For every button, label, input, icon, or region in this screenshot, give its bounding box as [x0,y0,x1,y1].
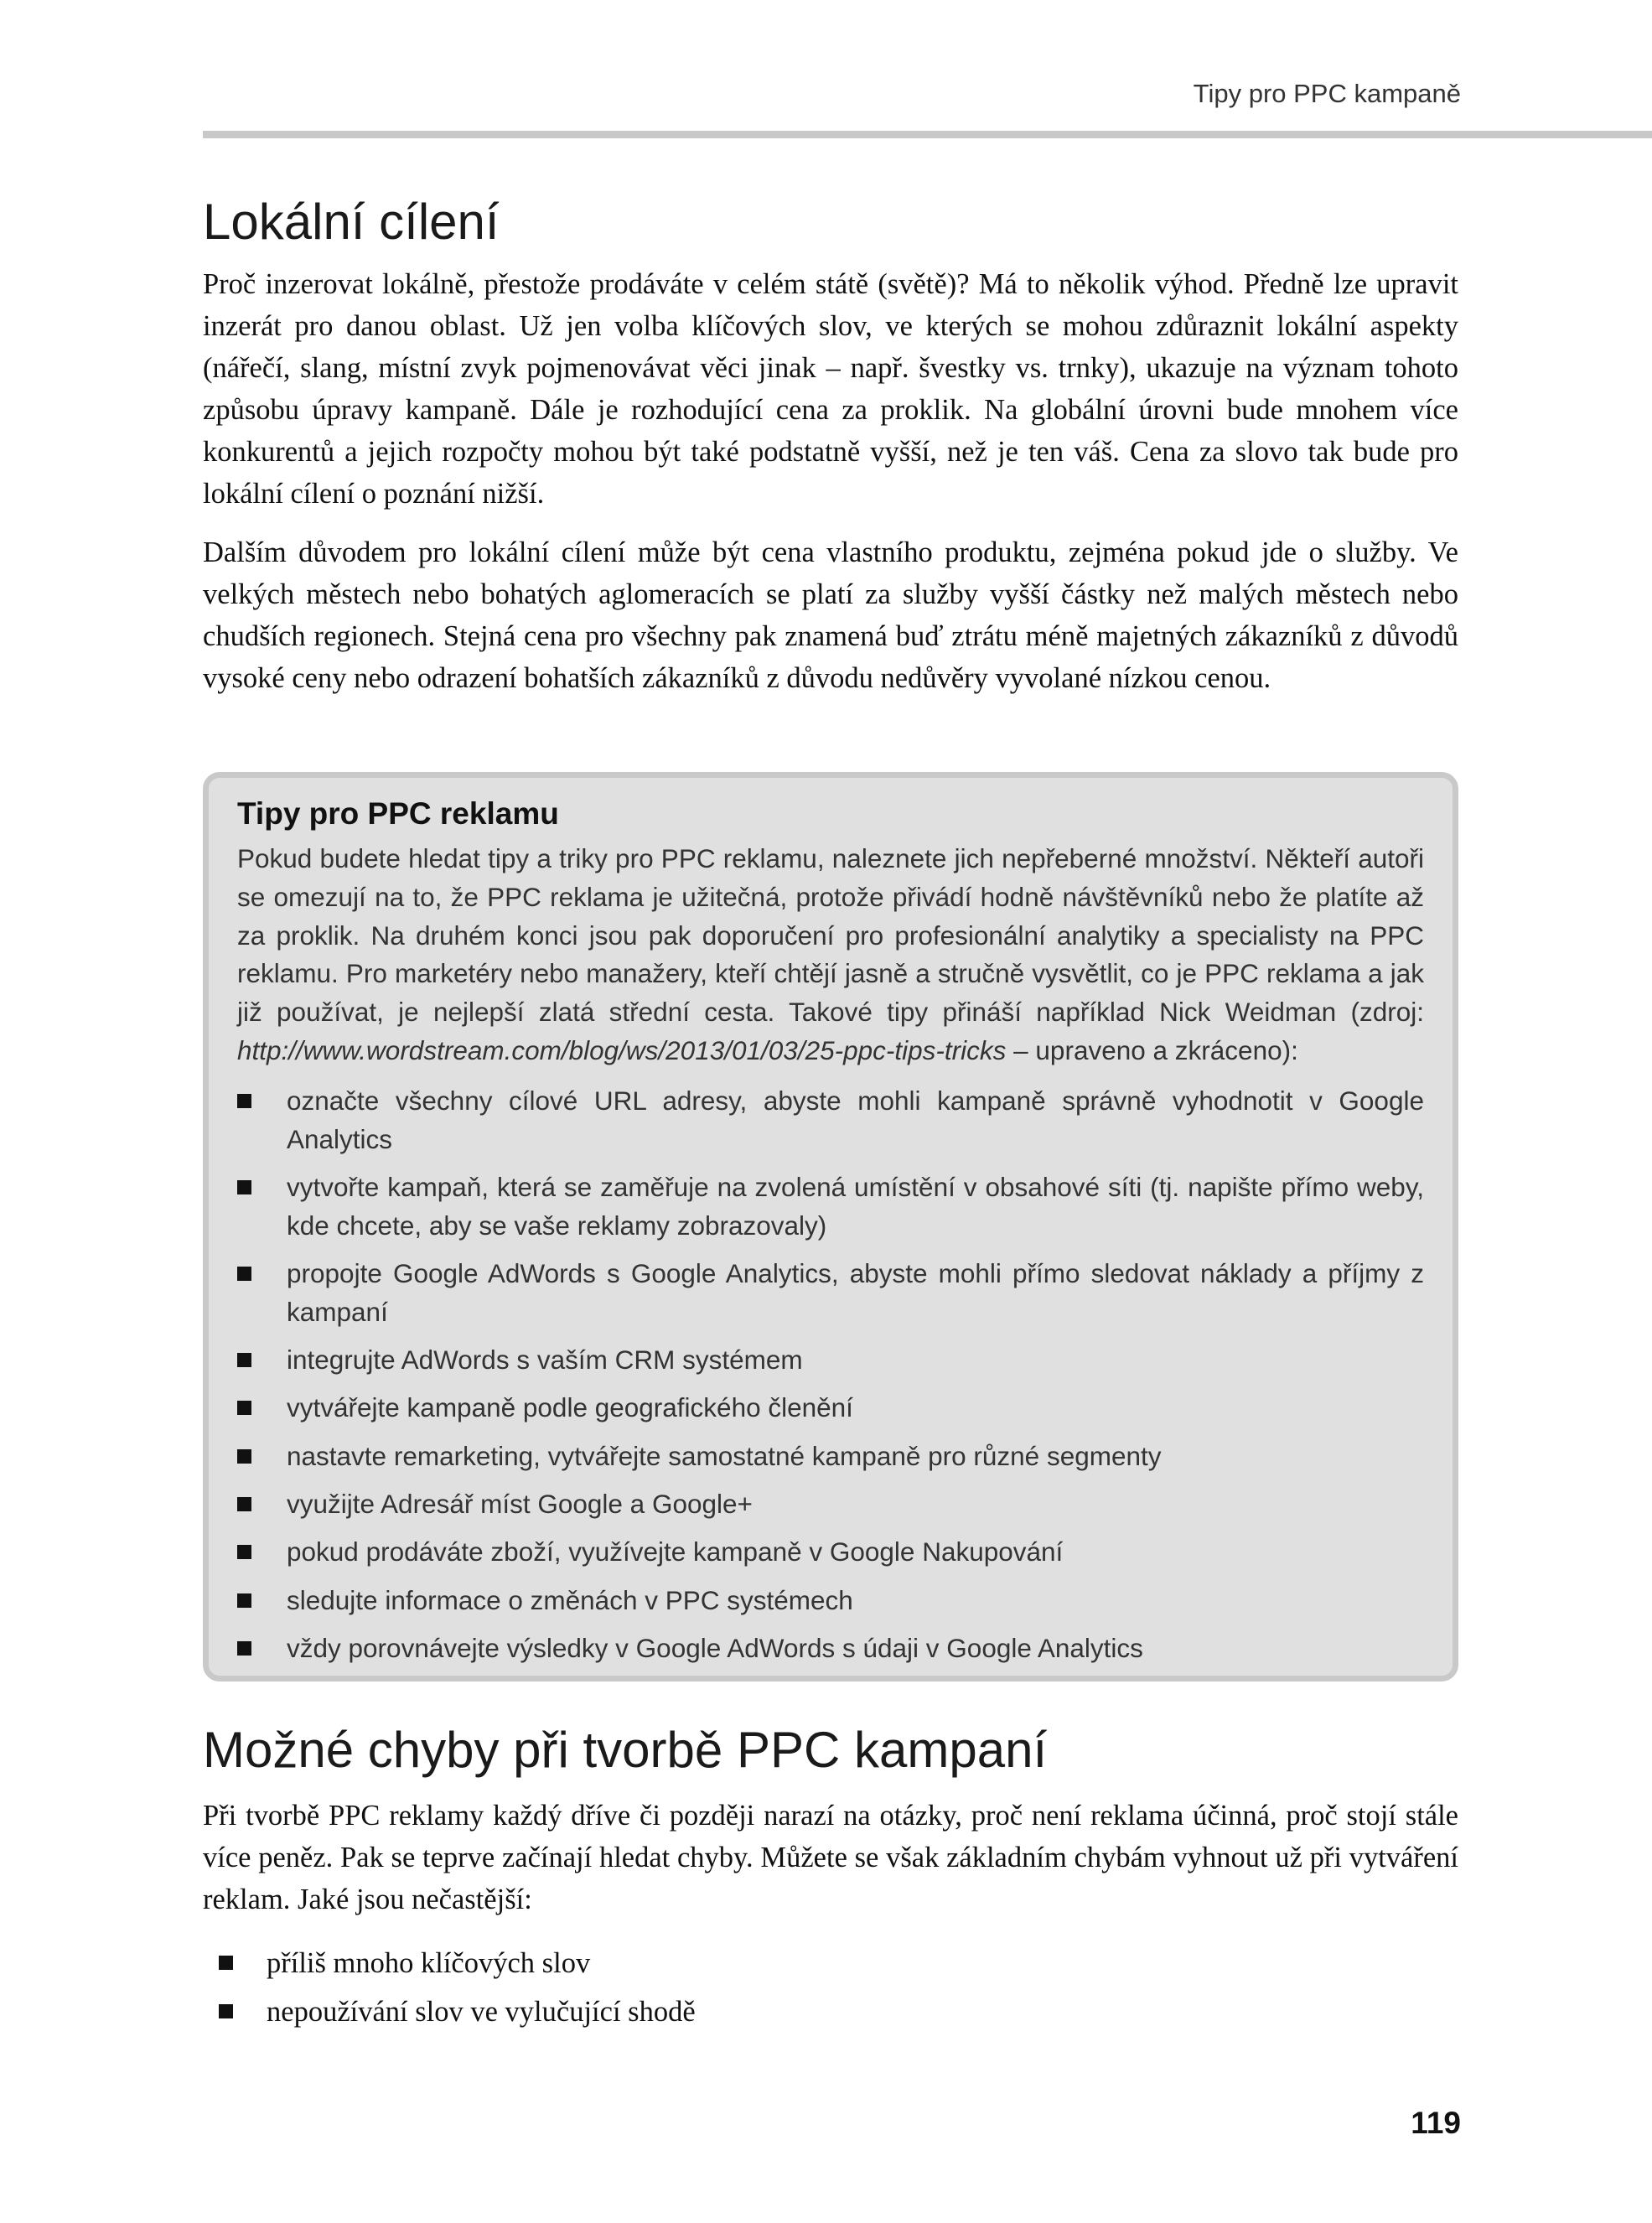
section-local-targeting [203,194,1458,699]
square-bullet-icon [237,1094,251,1108]
square-bullet-icon [237,1180,251,1194]
list-item-text: označte všechny cílové URL adresy, abyste mohli kampaně správně vyhodnotit v Google Analytics [287,1085,1424,1154]
list-item-text: sledujte informace o změnách v PPC systémech [287,1584,853,1615]
tip-list [237,1082,1424,1668]
list-item-text: využijte Adresář míst Google a Google+ [287,1488,753,1519]
list-item-text: vždy porovnávejte výsledky v Google AdWords s údaji v Google Analytics [287,1632,1143,1663]
square-bullet-icon [219,2004,233,2018]
list-item [203,1991,1458,2033]
square-bullet-icon [237,1449,251,1464]
list-item [237,1533,1424,1572]
list-item-text: vytvořte kampaň, která se zaměřuje na zvolená umístění v obsahové síti (tj. napište přímo weby, kde chcete, aby se vaše reklamy zobrazovaly) [287,1171,1424,1241]
list-item [237,1485,1424,1524]
section-title: Možné chyby při tvorbě PPC kampaní [203,1722,1048,1778]
list-item [237,1438,1424,1476]
list-item [237,1630,1424,1668]
list-item [237,1082,1424,1159]
list-item-text: vytvářejte kampaně podle geografického členění [287,1392,853,1423]
square-bullet-icon [237,1497,251,1511]
list-item-text: nastavte remarketing, vytvářejte samostatné kampaně pro různé segmenty [287,1440,1162,1471]
list-item [237,1255,1424,1332]
list-item-text: nepoužívání slov ve vylučující shodě [267,1996,696,2028]
paragraph: Dalším důvodem pro lokální cílení může být cena vlastního produktu, zejména pokud jde o služby. Ve velkých městech nebo bohatých aglomeracích se platí za služby vyšší částky než malých městech nebo chudších regionech. Stejná cena pro všechny pak znamená buď ztrátu méně majetných zákazníků z důvodů vysoké ceny nebo odrazení bohatších zákazníků z důvodu nedůvěry vyvolané nízkou cenou. [203,536,1458,694]
list-item [203,1942,1458,1984]
header-rule [203,131,1652,138]
square-bullet-icon [237,1401,251,1415]
paragraph: Proč inzerovat lokálně, přestože prodáváte v celém státě (světě)? Má to několik výhod. Předně lze upravit inzerát pro danou oblast. Už jen volba klíčových slov, ve kterých se mohou zdůraznit lokální aspekty (nářečí, slang, místní zvyk pojmenovávat věci jinak – např. švestky vs. trnky), ukazuje na význam tohoto způsobu úpravy kampaně. Dále je rozhodující cena za proklik. Na globální úrovni bude mnohem více konkurentů a jejich rozpočty mohou být také podstatně vyšší, než je ten váš. Cena za slovo tak bude pro lokální cílení o poznání nižší. [203,268,1458,510]
tip-box [203,772,1458,1682]
running-header: Tipy pro PPC kampaně [1193,79,1461,108]
list-item [237,1389,1424,1428]
mistakes-list [203,1942,1458,2033]
intro-text-end: – upraveno a zkráceno): [1006,1034,1298,1065]
tip-box-title: Tipy pro PPC reklamu [237,796,559,831]
square-bullet-icon [237,1545,251,1559]
paragraph: Při tvorbě PPC reklamy každý dříve či později narazí na otázky, proč není reklama účinná, proč stojí stále více peněz. Pak se teprve začínají hledat chyby. Můžete se však základním chybám vyhnout už při vytváření reklam. Jaké jsou nečastější: [203,1800,1458,1915]
list-item-text: integrujte AdWords s vaším CRM systémem [287,1345,803,1376]
list-item [237,1168,1424,1246]
tip-box-intro [237,840,1424,1070]
square-bullet-icon [237,1593,251,1608]
list-item-text: pokud prodáváte zboží, využívejte kampaně v Google Nakupování [287,1536,1064,1568]
list-item-text: příliš mnoho klíčových slov [267,1947,591,1979]
list-item [237,1341,1424,1380]
source-url: http://www.wordstream.com/blog/ws/2013/01/03/25-ppc-tips-tricks [237,1034,1007,1065]
square-bullet-icon [237,1353,251,1367]
square-bullet-icon [237,1267,251,1281]
square-bullet-icon [237,1641,251,1656]
intro-text: Pokud budete hledat tipy a triky pro PPC reklamu, naleznete jich nepřeberné množství. Někteří autoři se omezují na to, že PPC reklama je užitečná, protože přivádí hodně návštěvníků nebo že platíte až za proklik. Na druhém konci jsou pak doporučení pro profesionální analytiky a specialisty na PPC reklamu. Pro marketéry nebo manažery, kteří chtějí jasně a stručně vysvětlit, co je PPC reklama a jak již používat, je nejlepší zlatá střední cesta. Takové tipy přináší například Nick Weidman (zdroj: [237,843,1424,1028]
list-item-text: propojte Google AdWords s Google Analytics, abyste mohli přímo sledovat náklady a příjmy z kampaní [287,1257,1424,1327]
square-bullet-icon [219,1956,233,1970]
section-title: Lokální cílení [203,194,500,250]
page-number: 119 [1411,2106,1461,2140]
list-item [237,1582,1424,1620]
section-ppc-mistakes [203,1723,1458,2039]
